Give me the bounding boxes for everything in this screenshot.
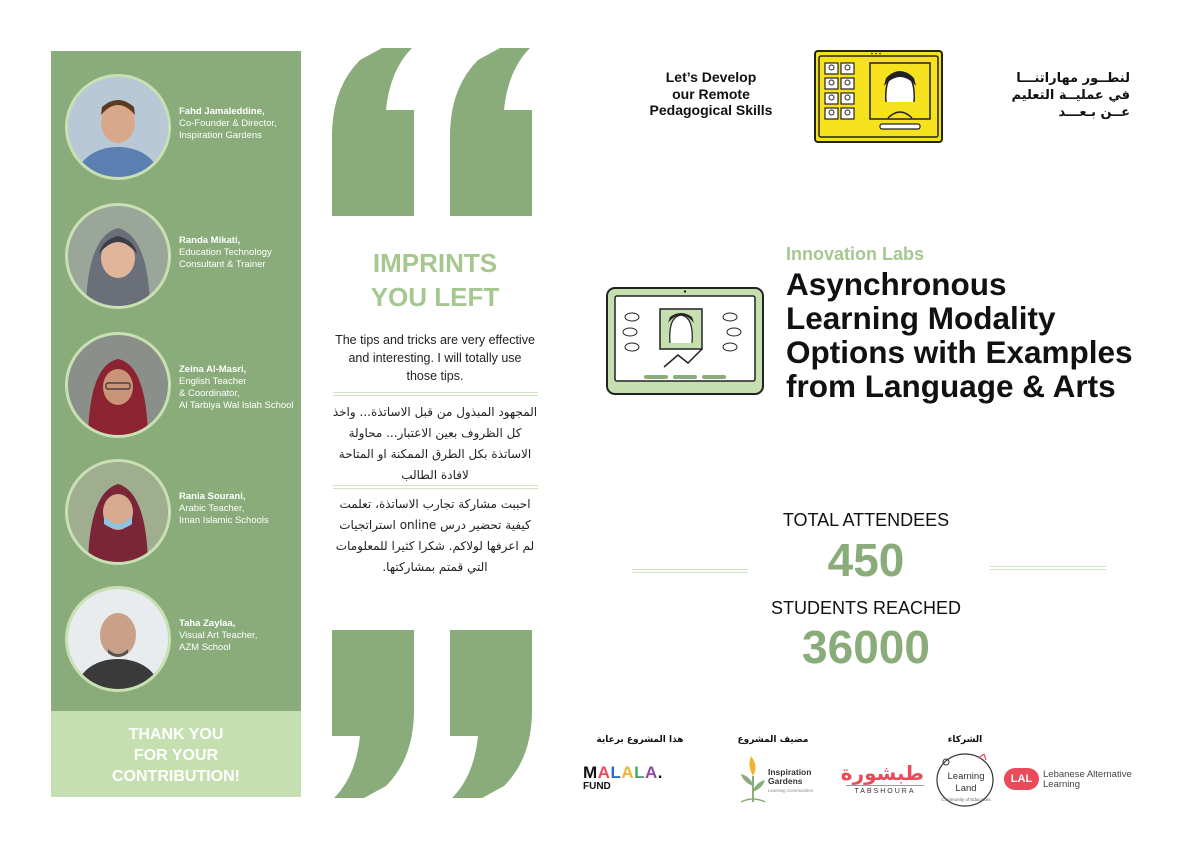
testimonial-quote: The tips and tricks are very effective and interesting. I will totally use those tips. — [335, 333, 535, 383]
stat-divider — [632, 569, 748, 573]
speaker-name: Zeina Al-Masri, — [179, 364, 247, 375]
tablet-video-icon — [606, 287, 764, 395]
attendees-count: 450 — [827, 534, 905, 586]
attendees-label: TOTAL ATTENDEES — [782, 510, 950, 530]
speakers-panel — [51, 51, 301, 797]
speaker-card — [65, 586, 301, 696]
partners-heading: الشركاء — [947, 735, 983, 745]
tabshoura-logo: طبشورة TABSHOURA — [840, 761, 924, 795]
speaker-card — [65, 74, 301, 184]
speaker-role: English Teacher & Coordinator, Al Tarbiya Wal Islah School — [179, 376, 294, 411]
stat-divider — [990, 566, 1106, 570]
learning-land-text: Learning Land — [947, 771, 985, 794]
speaker-name: Taha Zaylaa, — [179, 618, 236, 629]
campaign-tagline: Let’s Develop our Remote Pedagogical Skills — [649, 69, 773, 118]
speaker-role: Education Technology Consultant & Trainer — [179, 247, 272, 270]
quote-divider — [333, 485, 538, 486]
speaker-card — [65, 332, 301, 442]
speaker-role: Visual Art Teacher, AZM School — [179, 630, 258, 653]
learning-land-subtext: Community of Educators — [941, 797, 991, 802]
imprints-title: IMPRINTS YOU LEFT — [370, 248, 500, 312]
session-title: Asynchronous Learning Modality Options with Examples from Language & Arts — [786, 266, 1133, 404]
speaker-card — [65, 203, 301, 313]
students-label: STUDENTS REACHED — [770, 598, 962, 618]
inspiration-gardens-text: Inspiration Gardens Learning Communities — [768, 767, 814, 793]
speaker-name: Randa Mikati, — [179, 235, 241, 246]
testimonial-quote: احببت مشاركة تجارب الاساتذة، تعلمت كيفية تحضير درس online استراتجيات لم اعرفها لولاكم. شكرا كثيرا للمعلومات التي قمتم بمشاركتها. — [335, 497, 535, 574]
lal-logo-text: Lebanese Alternative Learning — [1043, 769, 1132, 790]
host-heading: مضيف المشروع — [737, 735, 809, 745]
arabic-campaign-title: لنطــور مهاراتنـــا في عمليــة التعليم عــن بـعـــد — [1011, 71, 1130, 120]
speaker-photo — [65, 459, 171, 565]
testimonial-quote: المجهود المبذول من قبل الاساتذة... واخذ كل الظروف بعين الاعتبار... محاولة الاساتذة بكل الطرق الممكنة او المتاحة لافادة الطالب — [332, 405, 538, 482]
students-count: 36000 — [802, 621, 930, 673]
speaker-role: Arabic Teacher, Iman Islamic Schools — [179, 503, 269, 526]
quote-divider — [333, 392, 538, 393]
sponsor-heading: هذا المشروع برعاية — [596, 735, 684, 745]
speaker-name: Fahd Jamaleddine, — [179, 106, 265, 117]
speaker-photo — [65, 332, 171, 438]
speaker-card — [65, 459, 301, 569]
lal-logo-badge: LAL — [1004, 768, 1039, 790]
thank-you-banner: THANK YOU FOR YOUR CONTRIBUTION! — [51, 711, 301, 797]
speaker-name: Rania Sourani, — [179, 491, 246, 502]
online-class-icon — [814, 50, 943, 143]
session-label: Innovation Labs — [786, 244, 925, 264]
speaker-role: Co-Founder & Director, Inspiration Gardens — [179, 118, 277, 141]
close-quote-icon — [330, 630, 540, 800]
malala-fund-logo: MALALA. FUND — [583, 763, 664, 792]
speaker-photo — [65, 74, 171, 180]
speaker-photo — [65, 586, 171, 692]
speaker-photo — [65, 203, 171, 309]
open-quote-icon — [330, 48, 540, 218]
